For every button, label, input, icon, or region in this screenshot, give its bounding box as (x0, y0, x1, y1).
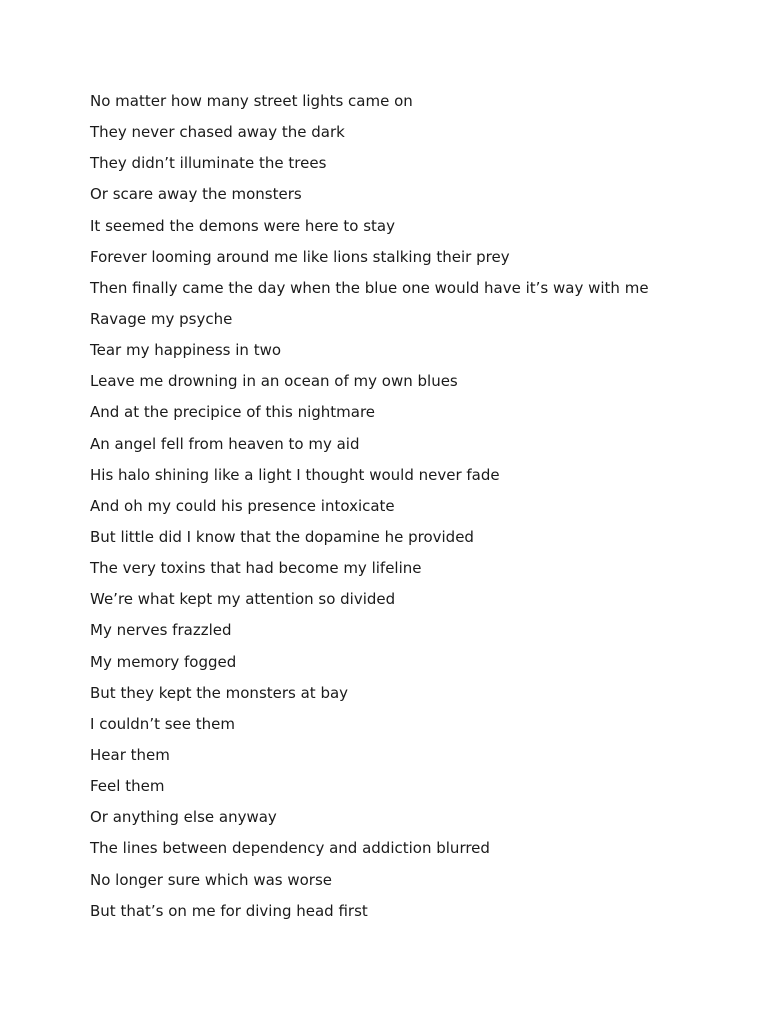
poem-line: Tear my happiness in two (90, 341, 282, 360)
poem-line: Or anything else anyway (90, 808, 277, 827)
poem-line: Or scare away the monsters (90, 185, 302, 204)
poem-line: My memory fogged (90, 652, 237, 671)
poem-line: Hear them (90, 745, 170, 764)
poem-line: Leave me drowning in an ocean of my own blues (90, 372, 458, 391)
poem-line: His halo shining like a light I thought would never fade (90, 465, 500, 484)
poem-line: The lines between dependency and addiction blurred (90, 839, 490, 858)
poem-line: They never chased away the dark (90, 123, 345, 142)
poem-line: But little did I know that the dopamine he provided (90, 527, 474, 546)
poem-line: It seemed the demons were here to stay (90, 216, 395, 235)
poem-line: But that’s on me for diving head first (90, 901, 368, 920)
poem-line: They didn’t illuminate the trees (90, 154, 327, 173)
poem-line: No longer sure which was worse (90, 870, 333, 889)
poem-line: My nerves frazzled (90, 621, 232, 640)
poem-line: An angel fell from heaven to my aid (90, 434, 360, 453)
poem-line: And oh my could his presence intoxicate (90, 496, 395, 515)
poem-line: And at the precipice of this nightmare (90, 403, 376, 422)
poem-line: No matter how many street lights came on (90, 92, 413, 110)
poem-line: The very toxins that had become my lifeline (90, 559, 422, 578)
poem-line: We’re what kept my attention so divided (90, 590, 396, 609)
poem-line: I couldn’t see them (90, 714, 236, 733)
poem-line: Ravage my psyche (90, 309, 233, 328)
poem-line: But they kept the monsters at bay (90, 683, 349, 702)
poem-line: Feel them (90, 777, 165, 796)
poem-text (90, 89, 649, 930)
poem-line: Forever looming around me like lions stalking their prey (90, 247, 510, 266)
poem-line: Then finally came the day when the blue one would have it’s way with me (90, 278, 649, 297)
